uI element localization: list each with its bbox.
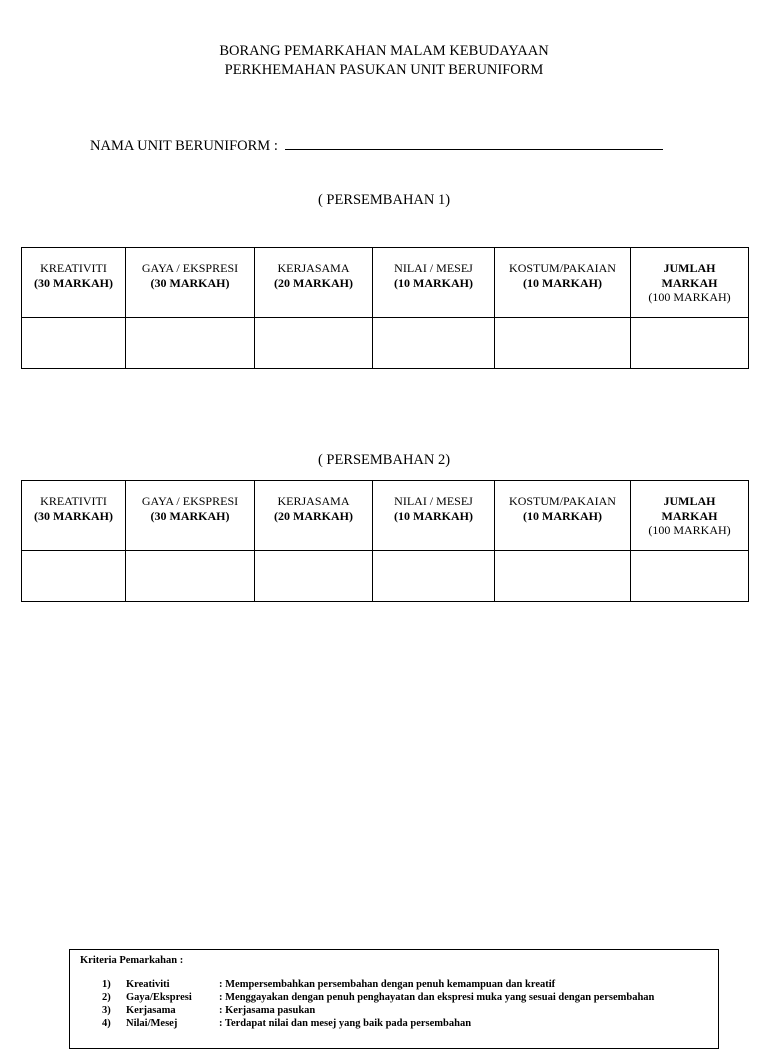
total-label-line-2: MARKAH: [661, 275, 718, 290]
column-marks: (30 MARKAH): [150, 508, 230, 523]
column-marks: (30 MARKAH): [150, 275, 230, 290]
score-cell-kerjasama[interactable]: [255, 318, 373, 369]
total-marks: (100 MARKAH): [648, 290, 731, 304]
table-header-row: [22, 248, 749, 318]
column-marks: (30 MARKAH): [34, 275, 113, 290]
score-cell-nilai-mesej[interactable]: [373, 551, 495, 602]
total-marks: (100 MARKAH): [648, 523, 731, 537]
header-kreativiti: [22, 248, 126, 318]
performance-1-title: ( PERSEMBAHAN 1): [317, 192, 451, 208]
score-cell-kerjasama[interactable]: [255, 551, 373, 602]
column-name: GAYA / EKSPRESI: [141, 494, 239, 508]
header-nilai-mesej: [373, 481, 495, 551]
criteria-number: 1): [102, 979, 111, 990]
column-name: KOSTUM/PAKAIAN: [509, 261, 616, 275]
criteria-name: Kerjasama: [126, 1005, 176, 1016]
criteria-name: Nilai/Mesej: [126, 1018, 178, 1029]
criteria-name: Kreativiti: [126, 979, 170, 990]
column-name: KREATIVITI: [40, 494, 107, 508]
criteria-title: Kriteria Pemarkahan :: [80, 955, 184, 966]
score-entry-row: [22, 318, 749, 369]
total-label-line-1: JUMLAH: [663, 261, 716, 275]
score-cell-kreativiti[interactable]: [22, 551, 126, 602]
header-jumlah-markah: [631, 248, 749, 318]
column-name: KREATIVITI: [40, 261, 107, 275]
criteria-name: Gaya/Ekspresi: [126, 992, 192, 1003]
column-marks: (10 MARKAH): [523, 508, 602, 523]
column-marks: (20 MARKAH): [274, 508, 353, 523]
score-cell-jumlah[interactable]: [631, 551, 749, 602]
score-cell-kostum-pakaian[interactable]: [495, 551, 631, 602]
performance-2-score-table: [21, 480, 749, 602]
header-jumlah-markah: [631, 481, 749, 551]
total-label-line-1: JUMLAH: [663, 494, 716, 508]
performance-1-score-table: [21, 247, 749, 369]
criteria-description: : Mempersembahkan persembahan dengan penuh kemampuan dan kreatif: [219, 979, 556, 990]
score-entry-row: [22, 551, 749, 602]
column-name: KOSTUM/PAKAIAN: [509, 494, 616, 508]
table-header-row: [22, 481, 749, 551]
column-name: KERJASAMA: [277, 494, 350, 508]
unit-name-blank-line[interactable]: [285, 135, 663, 150]
header-kostum-pakaian: [495, 248, 631, 318]
criteria-number: 3): [102, 1005, 111, 1016]
column-marks: (20 MARKAH): [274, 275, 353, 290]
header-kerjasama: [255, 481, 373, 551]
header-gaya-ekspresi: [126, 481, 255, 551]
header-gaya-ekspresi: [126, 248, 255, 318]
header-kostum-pakaian: [495, 481, 631, 551]
score-cell-gaya-ekspresi[interactable]: [126, 318, 255, 369]
criteria-box: [69, 949, 719, 1049]
score-cell-kreativiti[interactable]: [22, 318, 126, 369]
criteria-description: : Terdapat nilai dan mesej yang baik pada persembahan: [219, 1018, 472, 1029]
column-marks: (10 MARKAH): [523, 275, 602, 290]
column-name: KERJASAMA: [277, 261, 350, 275]
column-marks: (30 MARKAH): [34, 508, 113, 523]
criteria-number: 4): [102, 1018, 111, 1029]
criteria-number: 2): [102, 992, 111, 1003]
header-kerjasama: [255, 248, 373, 318]
score-cell-jumlah[interactable]: [631, 318, 749, 369]
criteria-description: : Kerjasama pasukan: [219, 1005, 316, 1016]
form-title-line-1: BORANG PEMARKAHAN MALAM KEBUDAYAAN: [219, 43, 549, 59]
form-title-line-2: PERKHEMAHAN PASUKAN UNIT BERUNIFORM: [224, 62, 544, 78]
column-name: GAYA / EKSPRESI: [141, 261, 239, 275]
performance-2-title: ( PERSEMBAHAN 2): [317, 452, 451, 468]
column-name: NILAI / MESEJ: [394, 494, 473, 508]
header-kreativiti: [22, 481, 126, 551]
unit-name-label: NAMA UNIT BERUNIFORM :: [90, 138, 278, 154]
score-cell-nilai-mesej[interactable]: [373, 318, 495, 369]
column-name: NILAI / MESEJ: [394, 261, 473, 275]
score-cell-gaya-ekspresi[interactable]: [126, 551, 255, 602]
column-marks: (10 MARKAH): [394, 275, 473, 290]
score-cell-kostum-pakaian[interactable]: [495, 318, 631, 369]
unit-name-row: [90, 135, 663, 155]
header-nilai-mesej: [373, 248, 495, 318]
criteria-description: : Menggayakan dengan penuh penghayatan dan ekspresi muka yang sesuai dengan persembahan: [219, 992, 655, 1003]
column-marks: (10 MARKAH): [394, 508, 473, 523]
total-label-line-2: MARKAH: [661, 508, 718, 523]
